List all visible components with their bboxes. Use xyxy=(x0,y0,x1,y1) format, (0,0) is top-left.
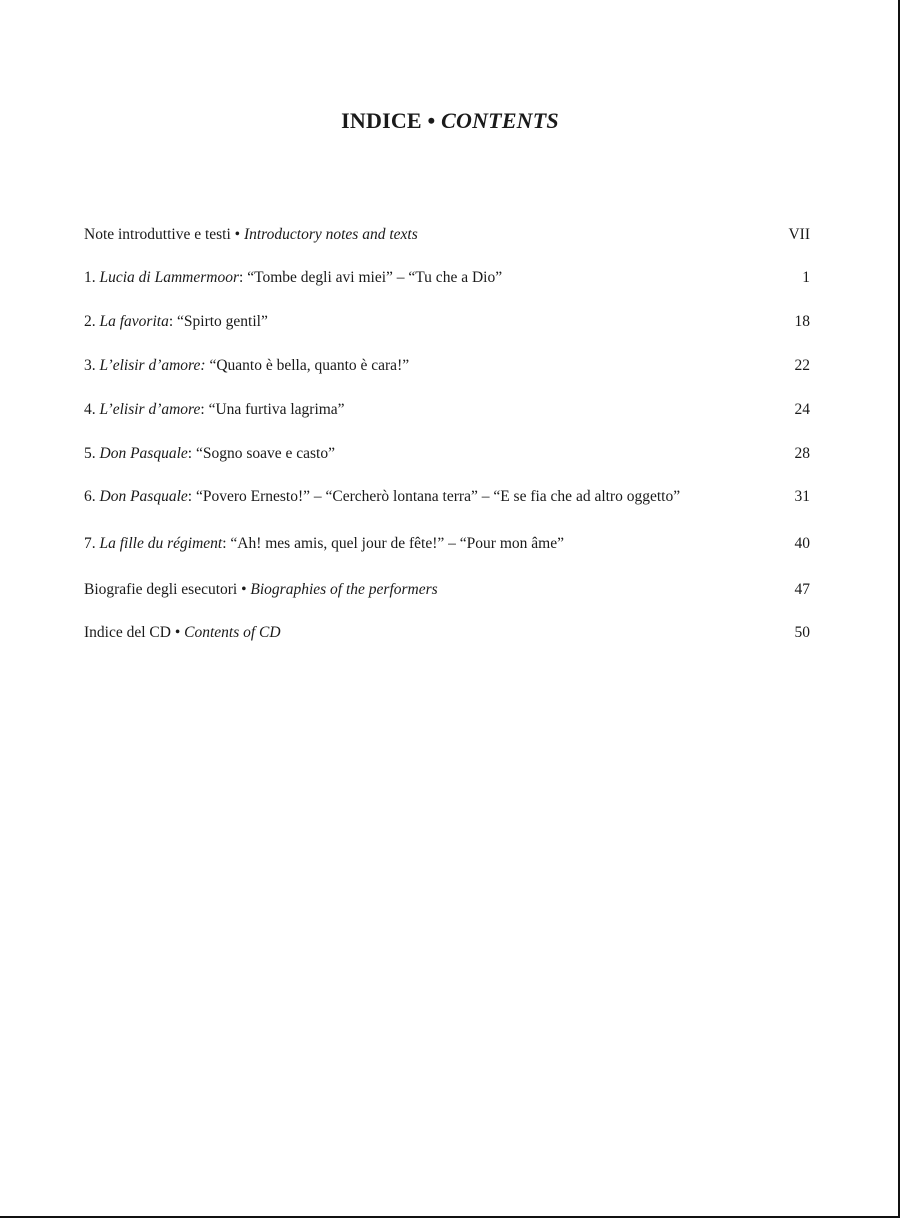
toc-entry xyxy=(84,399,810,421)
toc-entry-segment: : “Povero Ernesto!” – “Cercherò lontana terra” – “E se fia che ad altro oggetto” xyxy=(187,488,681,505)
toc-entry-italic-segment: Don Pasquale xyxy=(99,488,188,505)
toc-entry-title xyxy=(84,533,564,555)
toc-entry-italic-segment: Biographies of the performers xyxy=(250,581,438,598)
toc-entry-segment: Note introduttive e testi • xyxy=(84,226,244,243)
toc-entry-segment: “Quanto è bella, quanto è cara!” xyxy=(205,357,410,374)
toc-entry-segment: 5. xyxy=(84,445,100,462)
toc-entry-italic-segment: Contents of CD xyxy=(184,624,281,641)
toc-entry-title xyxy=(84,622,281,644)
toc-entry-italic-segment: L’elisir d’amore xyxy=(99,401,201,418)
toc-entry-italic-segment: Lucia di Lammermoor xyxy=(99,269,240,286)
toc-entry-italic-segment: Don Pasquale xyxy=(99,445,188,462)
toc-entry-segment: 3. xyxy=(84,357,100,374)
toc-entry xyxy=(84,622,810,644)
toc-entry xyxy=(84,267,810,289)
toc-entry xyxy=(84,355,810,377)
toc-entry-segment: : “Tombe degli avi miei” – “Tu che a Dio” xyxy=(239,269,503,286)
toc-entry xyxy=(84,443,810,465)
toc-entry-page-number: 18 xyxy=(794,313,810,330)
toc-entry-title xyxy=(84,579,438,601)
toc-entry-segment: : “Una furtiva lagrima” xyxy=(200,401,345,418)
toc-entry-segment: 1. xyxy=(84,269,100,286)
toc-entry-page-number: 47 xyxy=(794,581,810,598)
toc-entry-page-number: 24 xyxy=(794,401,810,418)
toc-entry-italic-segment: La favorita xyxy=(99,313,169,330)
page-title xyxy=(0,108,900,134)
toc-entry-italic-segment: La fille du régiment xyxy=(99,535,223,552)
title-main: INDICE xyxy=(341,108,422,133)
toc-entry-italic-segment: Introductory notes and texts xyxy=(243,226,418,243)
toc-entry-page-number: 40 xyxy=(794,535,810,552)
toc-entry-segment: : “Spirto gentil” xyxy=(168,313,268,330)
toc-entry-segment: 4. xyxy=(84,401,100,418)
toc-entry-title xyxy=(84,443,335,465)
toc-entry-segment: : “Ah! mes amis, quel jour de fête!” – “Pour mon âme” xyxy=(222,535,564,552)
toc-entry-page-number: VII xyxy=(788,226,810,243)
toc-entry-page-number: 1 xyxy=(802,269,810,286)
toc-entry xyxy=(84,486,810,508)
title-separator: • xyxy=(421,108,442,133)
toc-entry-title xyxy=(84,311,268,333)
toc-entry xyxy=(84,533,810,555)
toc-entry-page-number: 22 xyxy=(794,357,810,374)
toc-entry-segment: 2. xyxy=(84,313,100,330)
toc-entry-italic-segment: L’elisir d’amore: xyxy=(99,357,206,374)
toc-entry-title xyxy=(84,267,502,289)
toc-entry-page-number: 50 xyxy=(794,624,810,641)
toc-entry-title xyxy=(84,224,418,246)
toc-entry-segment: Indice del CD • xyxy=(84,624,185,641)
title-italic: CONTENTS xyxy=(441,108,559,133)
toc-entry-page-number: 28 xyxy=(794,445,810,462)
toc-entry-page-number: 31 xyxy=(794,488,810,505)
toc-entry-title xyxy=(84,355,409,377)
toc-entry-title xyxy=(84,399,345,421)
toc-entry xyxy=(84,224,810,246)
toc-entry-title xyxy=(84,486,680,508)
toc-entry-segment: Biografie degli esecutori • xyxy=(84,581,251,598)
toc-entry-segment: : “Sogno soave e casto” xyxy=(187,445,335,462)
toc-entry-segment: 6. xyxy=(84,488,100,505)
toc-entry xyxy=(84,579,810,601)
toc-entry xyxy=(84,311,810,333)
toc-entry-segment: 7. xyxy=(84,535,100,552)
